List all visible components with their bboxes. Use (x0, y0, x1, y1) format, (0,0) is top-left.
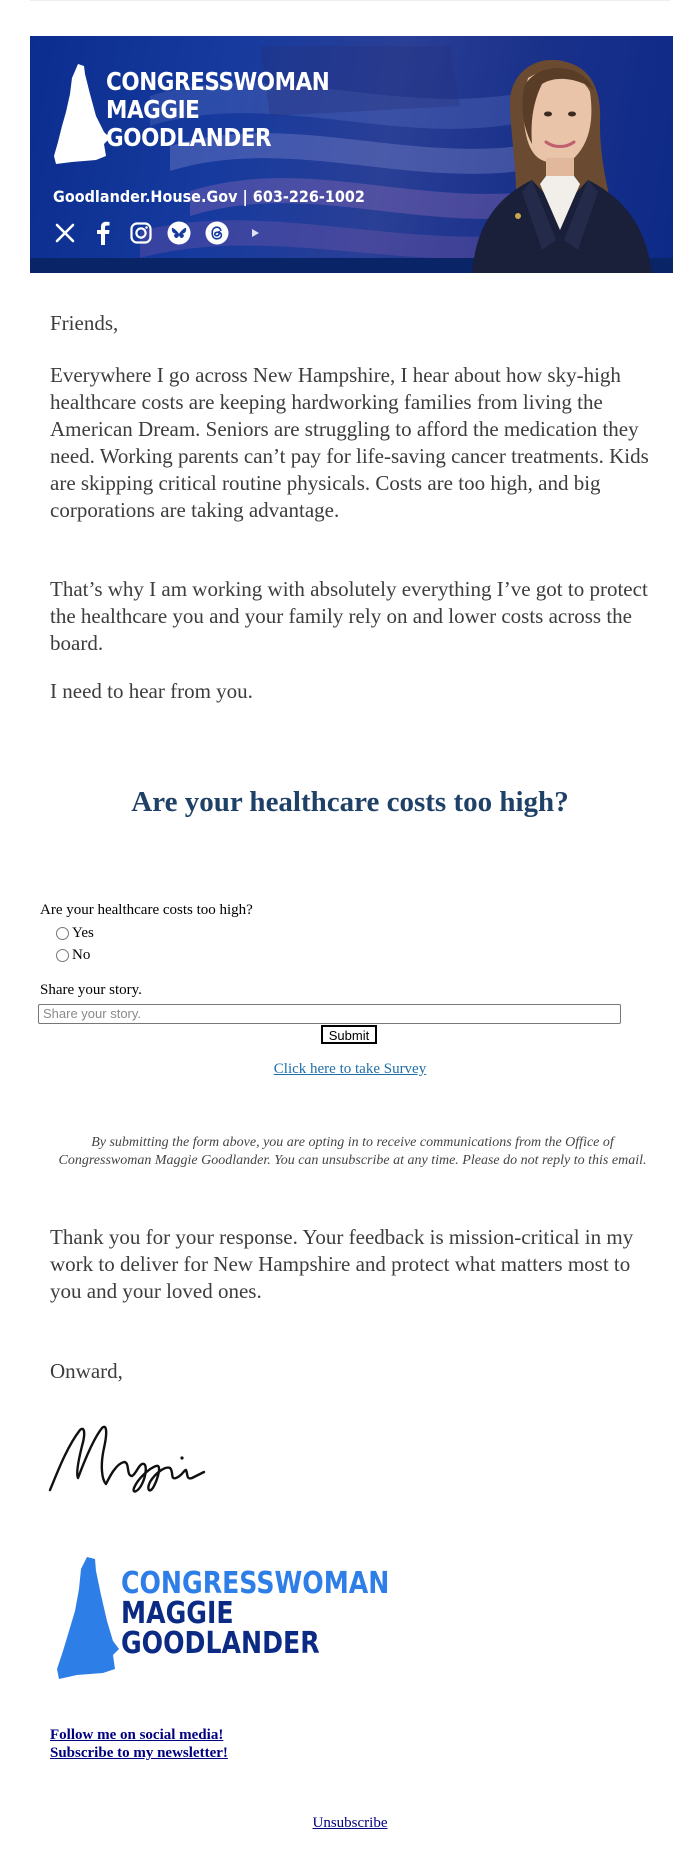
bluesky-icon[interactable] (166, 220, 192, 246)
body-paragraph: Everywhere I go across New Hampshire, I hear about how sky-high healthcare costs are keeping hardworking families from living the American Dream. Seniors are struggling to afford the medication they need. Working parents can’t pay for life-saving cancer treatments. Kids are skipping critical routine physicals. Costs are too high, and big corporations are taking advantage. (50, 363, 649, 522)
signoff: Onward, (50, 1359, 123, 1383)
radio-button[interactable] (56, 949, 69, 962)
disclaimer: By submitting the form above, you are opting in to receive communications from the Office of Congresswoman Maggie Goodlander. You can unsubscribe at any time. Please do not reply to this email. (58, 1135, 647, 1168)
footer-logo (55, 1555, 390, 1680)
newsletter-link[interactable]: Subscribe to my newsletter! (50, 1745, 228, 1761)
radio-option-yes[interactable] (56, 925, 94, 942)
header-banner (30, 36, 673, 273)
thanks-paragraph: Thank you for your response. Your feedback is mission-critical in my work to deliver for New Hampshire and protect what matters most to you and your loved ones. (50, 1225, 634, 1303)
new-hampshire-icon (52, 64, 110, 164)
greeting: Friends, (50, 311, 119, 335)
footer-logo-line: MAGGIE (121, 1596, 234, 1631)
radio-label: Yes (72, 925, 94, 941)
unsubscribe-link[interactable]: Unsubscribe (312, 1815, 388, 1831)
banner-social-icons (52, 220, 268, 246)
footer-logo-line: CONGRESSWOMAN (121, 1566, 390, 1601)
banner-title-line: CONGRESSWOMAN (106, 67, 330, 96)
footer-logo-line: GOODLANDER (121, 1626, 320, 1661)
body-paragraph: I need to hear from you. (50, 679, 253, 703)
radio-label: No (72, 947, 91, 963)
top-divider (30, 0, 670, 1)
take-survey-link-text[interactable]: Click here to take Survey (273, 1061, 427, 1077)
banner-contact: Goodlander.House.Gov | 603-226-1002 (53, 187, 365, 206)
body-paragraph: That’s why I am working with absolutely everything I’ve got to protect the healthcare you and your family rely on and lower costs across the board. (50, 577, 648, 655)
radio-button[interactable] (56, 927, 69, 940)
banner-title (106, 68, 329, 152)
new-hampshire-logo-icon (55, 1555, 119, 1680)
survey-heading: Are your healthcare costs too high? (131, 786, 569, 818)
survey-question-label: Are your healthcare costs too high? (40, 902, 253, 918)
banner-title-line: MAGGIE (106, 95, 200, 124)
unsubscribe-area (0, 1815, 700, 1832)
story-label: Share your story. (40, 982, 142, 998)
story-input[interactable]: Share your story. (38, 1004, 621, 1024)
radio-option-no[interactable] (56, 947, 90, 964)
congresswoman-portrait (462, 60, 662, 273)
x-icon[interactable] (52, 220, 78, 246)
take-survey-link (0, 1061, 700, 1078)
instagram-icon[interactable] (128, 220, 154, 246)
footer-logo-title (121, 1566, 390, 1661)
signature (46, 1418, 206, 1498)
submit-button[interactable]: Submit (321, 1025, 377, 1044)
banner-title-line: GOODLANDER (106, 123, 272, 152)
social-media-link[interactable]: Follow me on social media! (50, 1727, 224, 1743)
youtube-icon[interactable] (242, 220, 268, 246)
threads-icon[interactable] (204, 220, 230, 246)
facebook-icon[interactable] (90, 220, 116, 246)
